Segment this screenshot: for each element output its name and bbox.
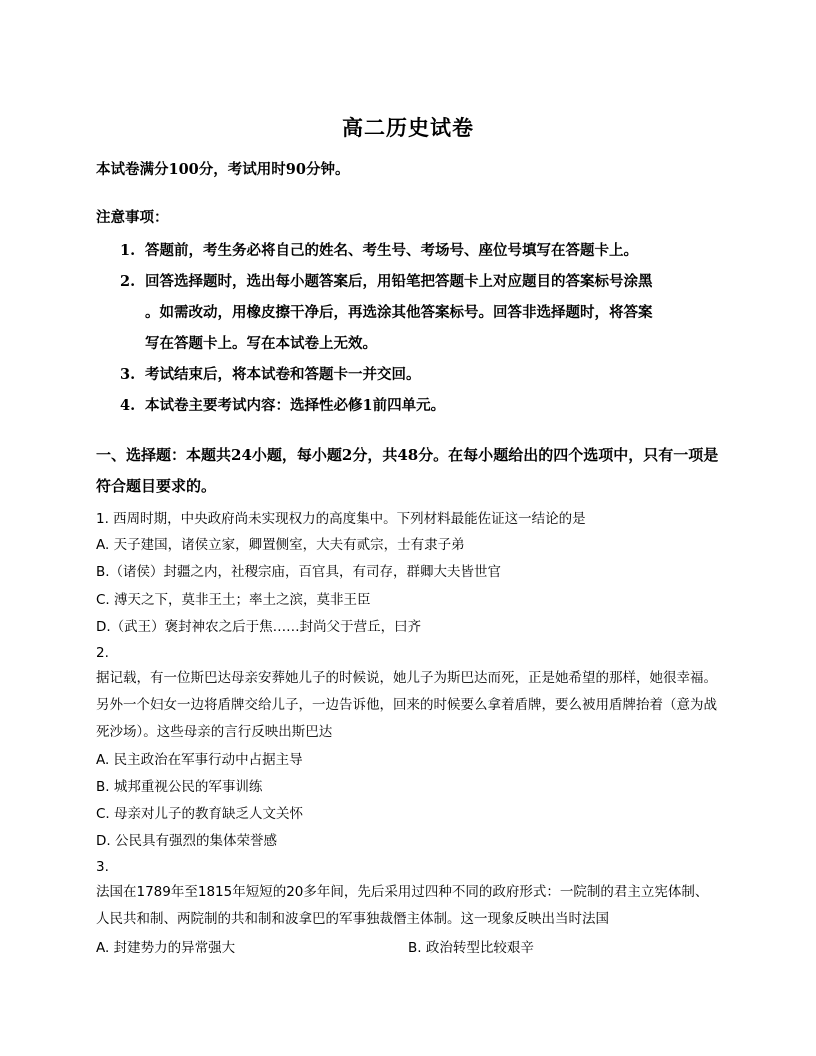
notice-text: 考试结束后，将本试卷和答题卡一并交回。 — [145, 366, 421, 383]
notice-text: 答题前，考生务必将自己的姓名、考生号、考场号、座位号填写在答题卡上。 — [145, 242, 638, 259]
page-title: 高二历史试卷 — [342, 115, 474, 140]
question-1-option-c: C. 溥天之下，莫非王土；率土之滨，莫非王臣 — [96, 592, 371, 608]
notice-item-3 — [120, 359, 720, 390]
question-2-option-c: C. 母亲对儿子的教育缺乏人文关怀 — [96, 806, 304, 822]
question-1-option-b: B.（诸侯）封疆之内，社稷宗庙，百官具，有司存，群卿大夫皆世官 — [96, 564, 502, 580]
question-2-stem: 据记载，有一位斯巴达母亲安葬她儿子的时候说，她儿子为斯巴达而死，正是她希望的那样，她很幸福。另外一个妇女一边将盾牌交给儿子，一边告诉他，回来的时候要么拿着盾牌，要么被用盾牌抬着（意为战死沙场）。这些母亲的言行反映出斯巴达 — [96, 670, 717, 740]
notice-item-1 — [120, 235, 720, 266]
notice-heading: 注意事项： — [96, 209, 169, 226]
notice-text: 本试卷主要考试内容：选择性必修1前四单元。 — [145, 397, 446, 414]
question-3-option-b: B. 政治转型比较艰辛 — [408, 940, 534, 956]
exam-intro: 本试卷满分100分，考试用时90分钟。 — [96, 161, 350, 178]
question-3-option-a: A. 封建势力的异常强大 — [96, 940, 236, 956]
question-1-stem: 1. 西周时期，中央政府尚未实现权力的高度集中。下列材料最能佐证这一结论的是 — [96, 511, 586, 527]
question-2-option-d: D. 公民具有强烈的集体荣誉感 — [96, 833, 277, 849]
notice-item-4 — [120, 390, 720, 421]
question-1-option-d: D.（武王）褒封神农之后于焦……封尚父于营丘，曰齐 — [96, 619, 422, 635]
notice-number: 2. — [120, 273, 136, 290]
question-2-number: 2. — [96, 645, 109, 661]
notice-text: 。如需改动，用橡皮擦干净后，再选涂其他答案标号。回答非选择题时，将答案 — [145, 304, 653, 321]
section-heading: 一、选择题：本题共24小题，每小题2分，共48分。在每小题给出的四个选项中，只有一项是符合题目要求的。 — [96, 446, 719, 495]
notice-number: 4. — [120, 397, 136, 414]
notice-text: 回答选择题时，选出每小题答案后，用铅笔把答题卡上对应题目的答案标号涂黑 — [145, 273, 653, 290]
notice-number: 1. — [120, 242, 136, 259]
notice-text: 写在答题卡上。写在本试卷上无效。 — [145, 335, 377, 352]
question-2-option-a: A. 民主政治在军事行动中占据主导 — [96, 752, 303, 768]
notice-item-2 — [120, 266, 720, 359]
question-3-stem: 法国在1789年至1815年短短的20多年间，先后采用过四种不同的政府形式：一院制的君主立宪体制、人民共和制、两院制的共和制和波拿巴的军事独裁僭主体制。这一现象反映出当时法国 — [96, 884, 709, 927]
question-3-number: 3. — [96, 859, 109, 875]
notice-number: 3. — [120, 366, 136, 383]
question-2-option-b: B. 城邦重视公民的军事训练 — [96, 779, 263, 795]
question-1-option-a: A. 天子建国，诸侯立家，卿置侧室，大夫有贰宗，士有隶子弟 — [96, 537, 465, 553]
